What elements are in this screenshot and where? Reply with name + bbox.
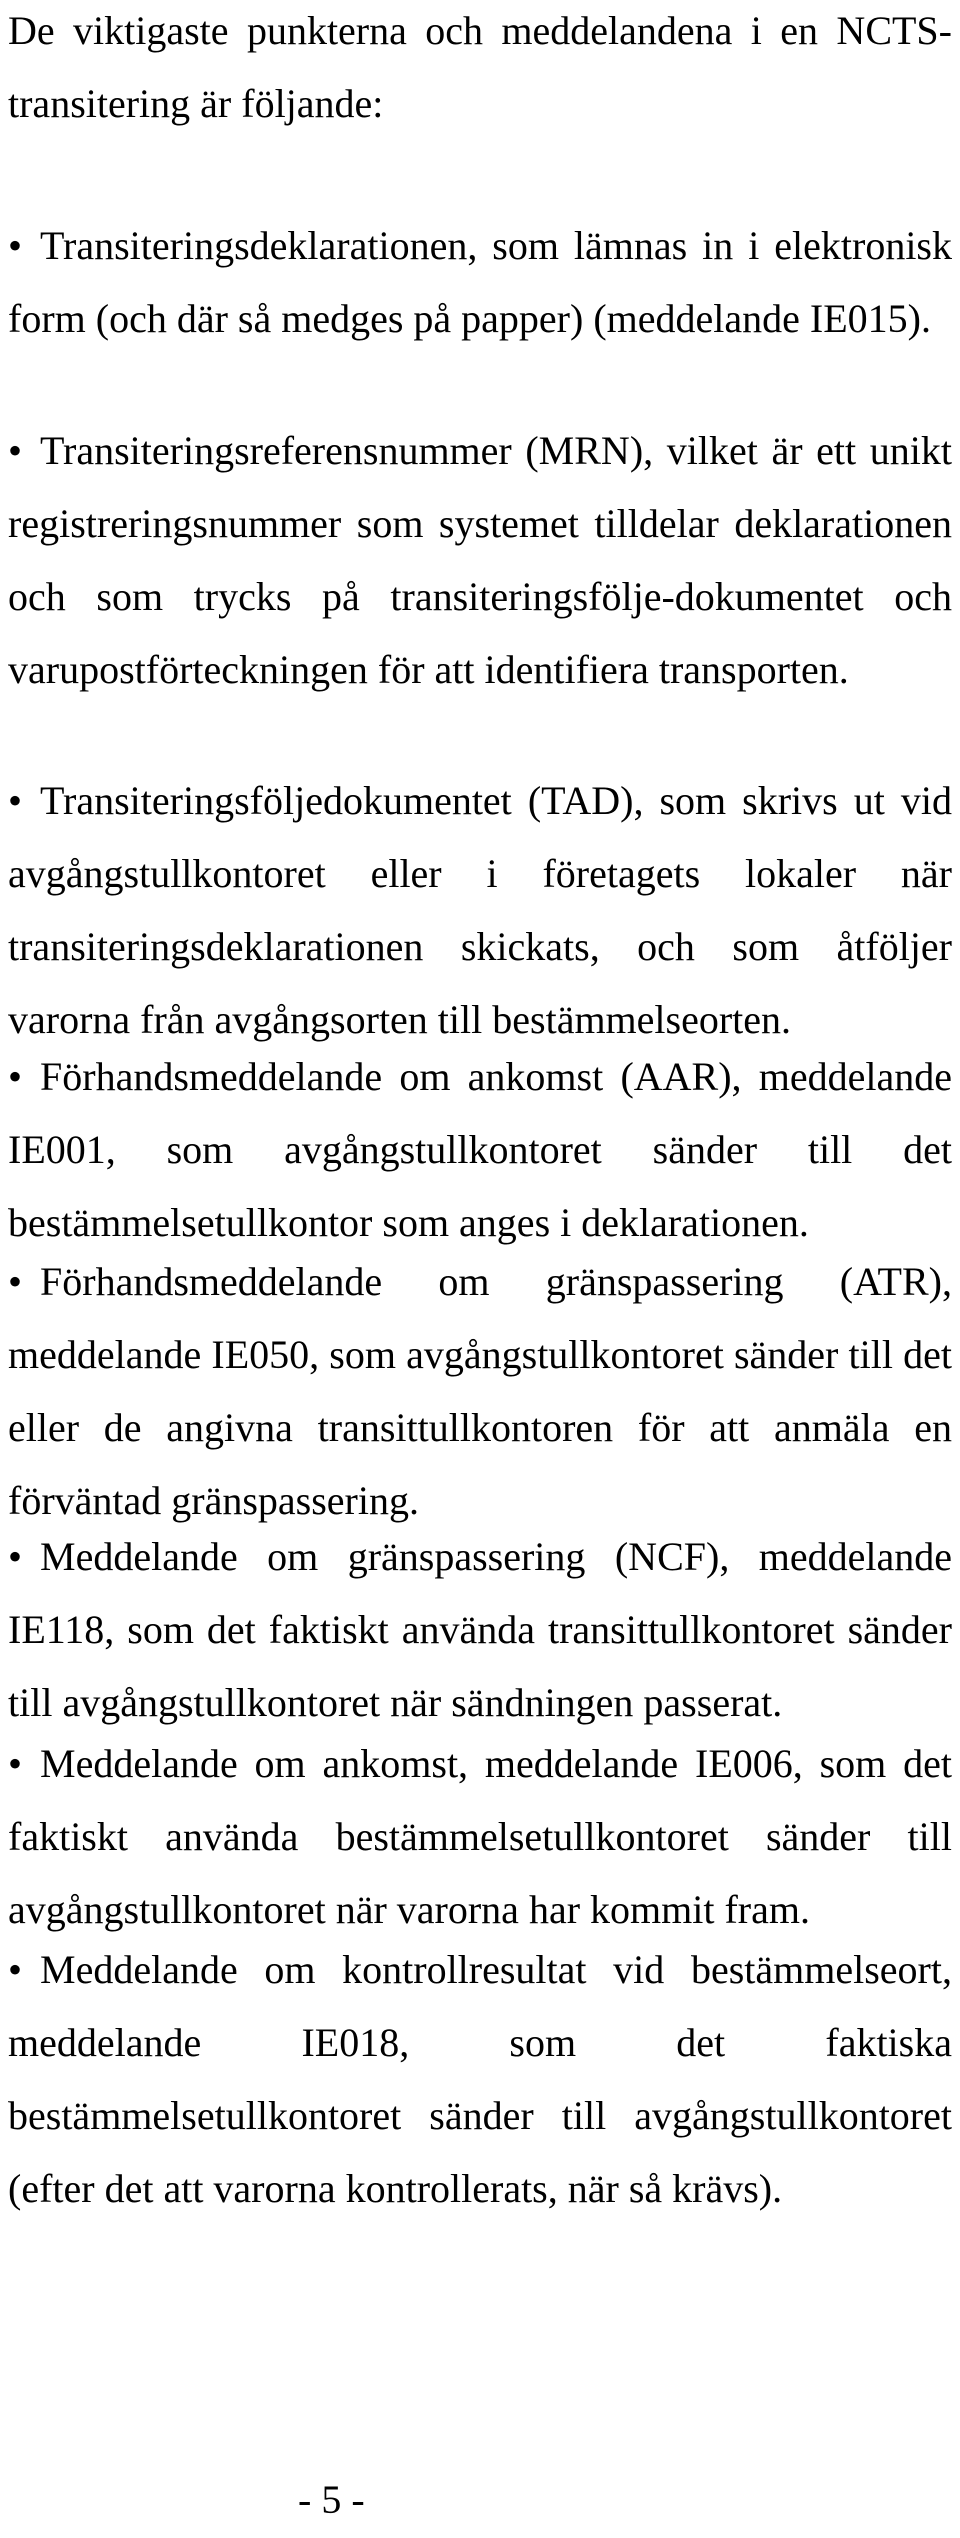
list-item-text: Förhandsmeddelande om ankomst (AAR), meddelande IE001, som avgångstullkontoret sänder till det bestämmelsetullkontor som anges i deklarationen. (8, 1054, 952, 1245)
list-item (8, 1040, 952, 1259)
bullet-icon: • (8, 1741, 23, 1786)
page-number: - 5 - (298, 2477, 365, 2522)
list-item (8, 414, 952, 706)
list-item (8, 764, 952, 1056)
list-item (8, 1727, 952, 1946)
list-item-text: Meddelande om gränspassering (NCF), meddelande IE118, som det faktiskt använda transittullkontoret sänder till avgångstullkontoret när sändningen passerat. (8, 1534, 952, 1725)
list-item-text: Transiteringsföljedokumentet (TAD), som skrivs ut vid avgångstullkontoret eller i företagets lokaler när transiteringsdeklarationen skickats, och som åtföljer varorna från avgångsorten till bestämmelseorten. (8, 778, 952, 1042)
list-item (8, 1520, 952, 1739)
list-item-text: Förhandsmeddelande om gränspassering (ATR), meddelande IE050, som avgångstullkontoret sänder till det eller de angivna transittullkontoren för att anmäla en förväntad gränspassering. (8, 1259, 952, 1523)
list-item-text: Transiteringsdeklarationen, som lämnas in i elektronisk form (och där så medges på papper) (meddelande IE015). (8, 223, 952, 341)
bullet-icon: • (8, 1259, 23, 1304)
bullet-icon: • (8, 1054, 23, 1099)
intro-paragraph: De viktigaste punkterna och meddelandena i en NCTS-transitering är följande: (8, 8, 952, 126)
bullet-icon: • (8, 223, 23, 268)
list-item-text: Meddelande om kontrollresultat vid bestämmelseort, meddelande IE018, som det faktiska bestämmelsetullkontoret sänder till avgångstullkontoret (efter det att varorna kontrollerats, när så krävs). (8, 1947, 952, 2211)
list-item-text: Transiteringsreferensnummer (MRN), vilket är ett unikt registreringsnummer som systemet tilldelar deklarationen och som trycks på transiteringsfölje-dokumentet och varupostförteckningen för att identifiera transporten. (8, 428, 952, 692)
bullet-icon: • (8, 1534, 23, 1579)
list-item-text: Meddelande om ankomst, meddelande IE006, som det faktiskt använda bestämmelsetullkontoret sänder till avgångstullkontoret när varorna har kommit fram. (8, 1741, 952, 1932)
bullet-icon: • (8, 428, 23, 473)
bullet-icon: • (8, 1947, 23, 1992)
document-page (8, 0, 952, 2538)
list-item (8, 1245, 952, 1537)
bullet-icon: • (8, 778, 23, 823)
list-item (8, 1933, 952, 2225)
list-item (8, 209, 952, 355)
